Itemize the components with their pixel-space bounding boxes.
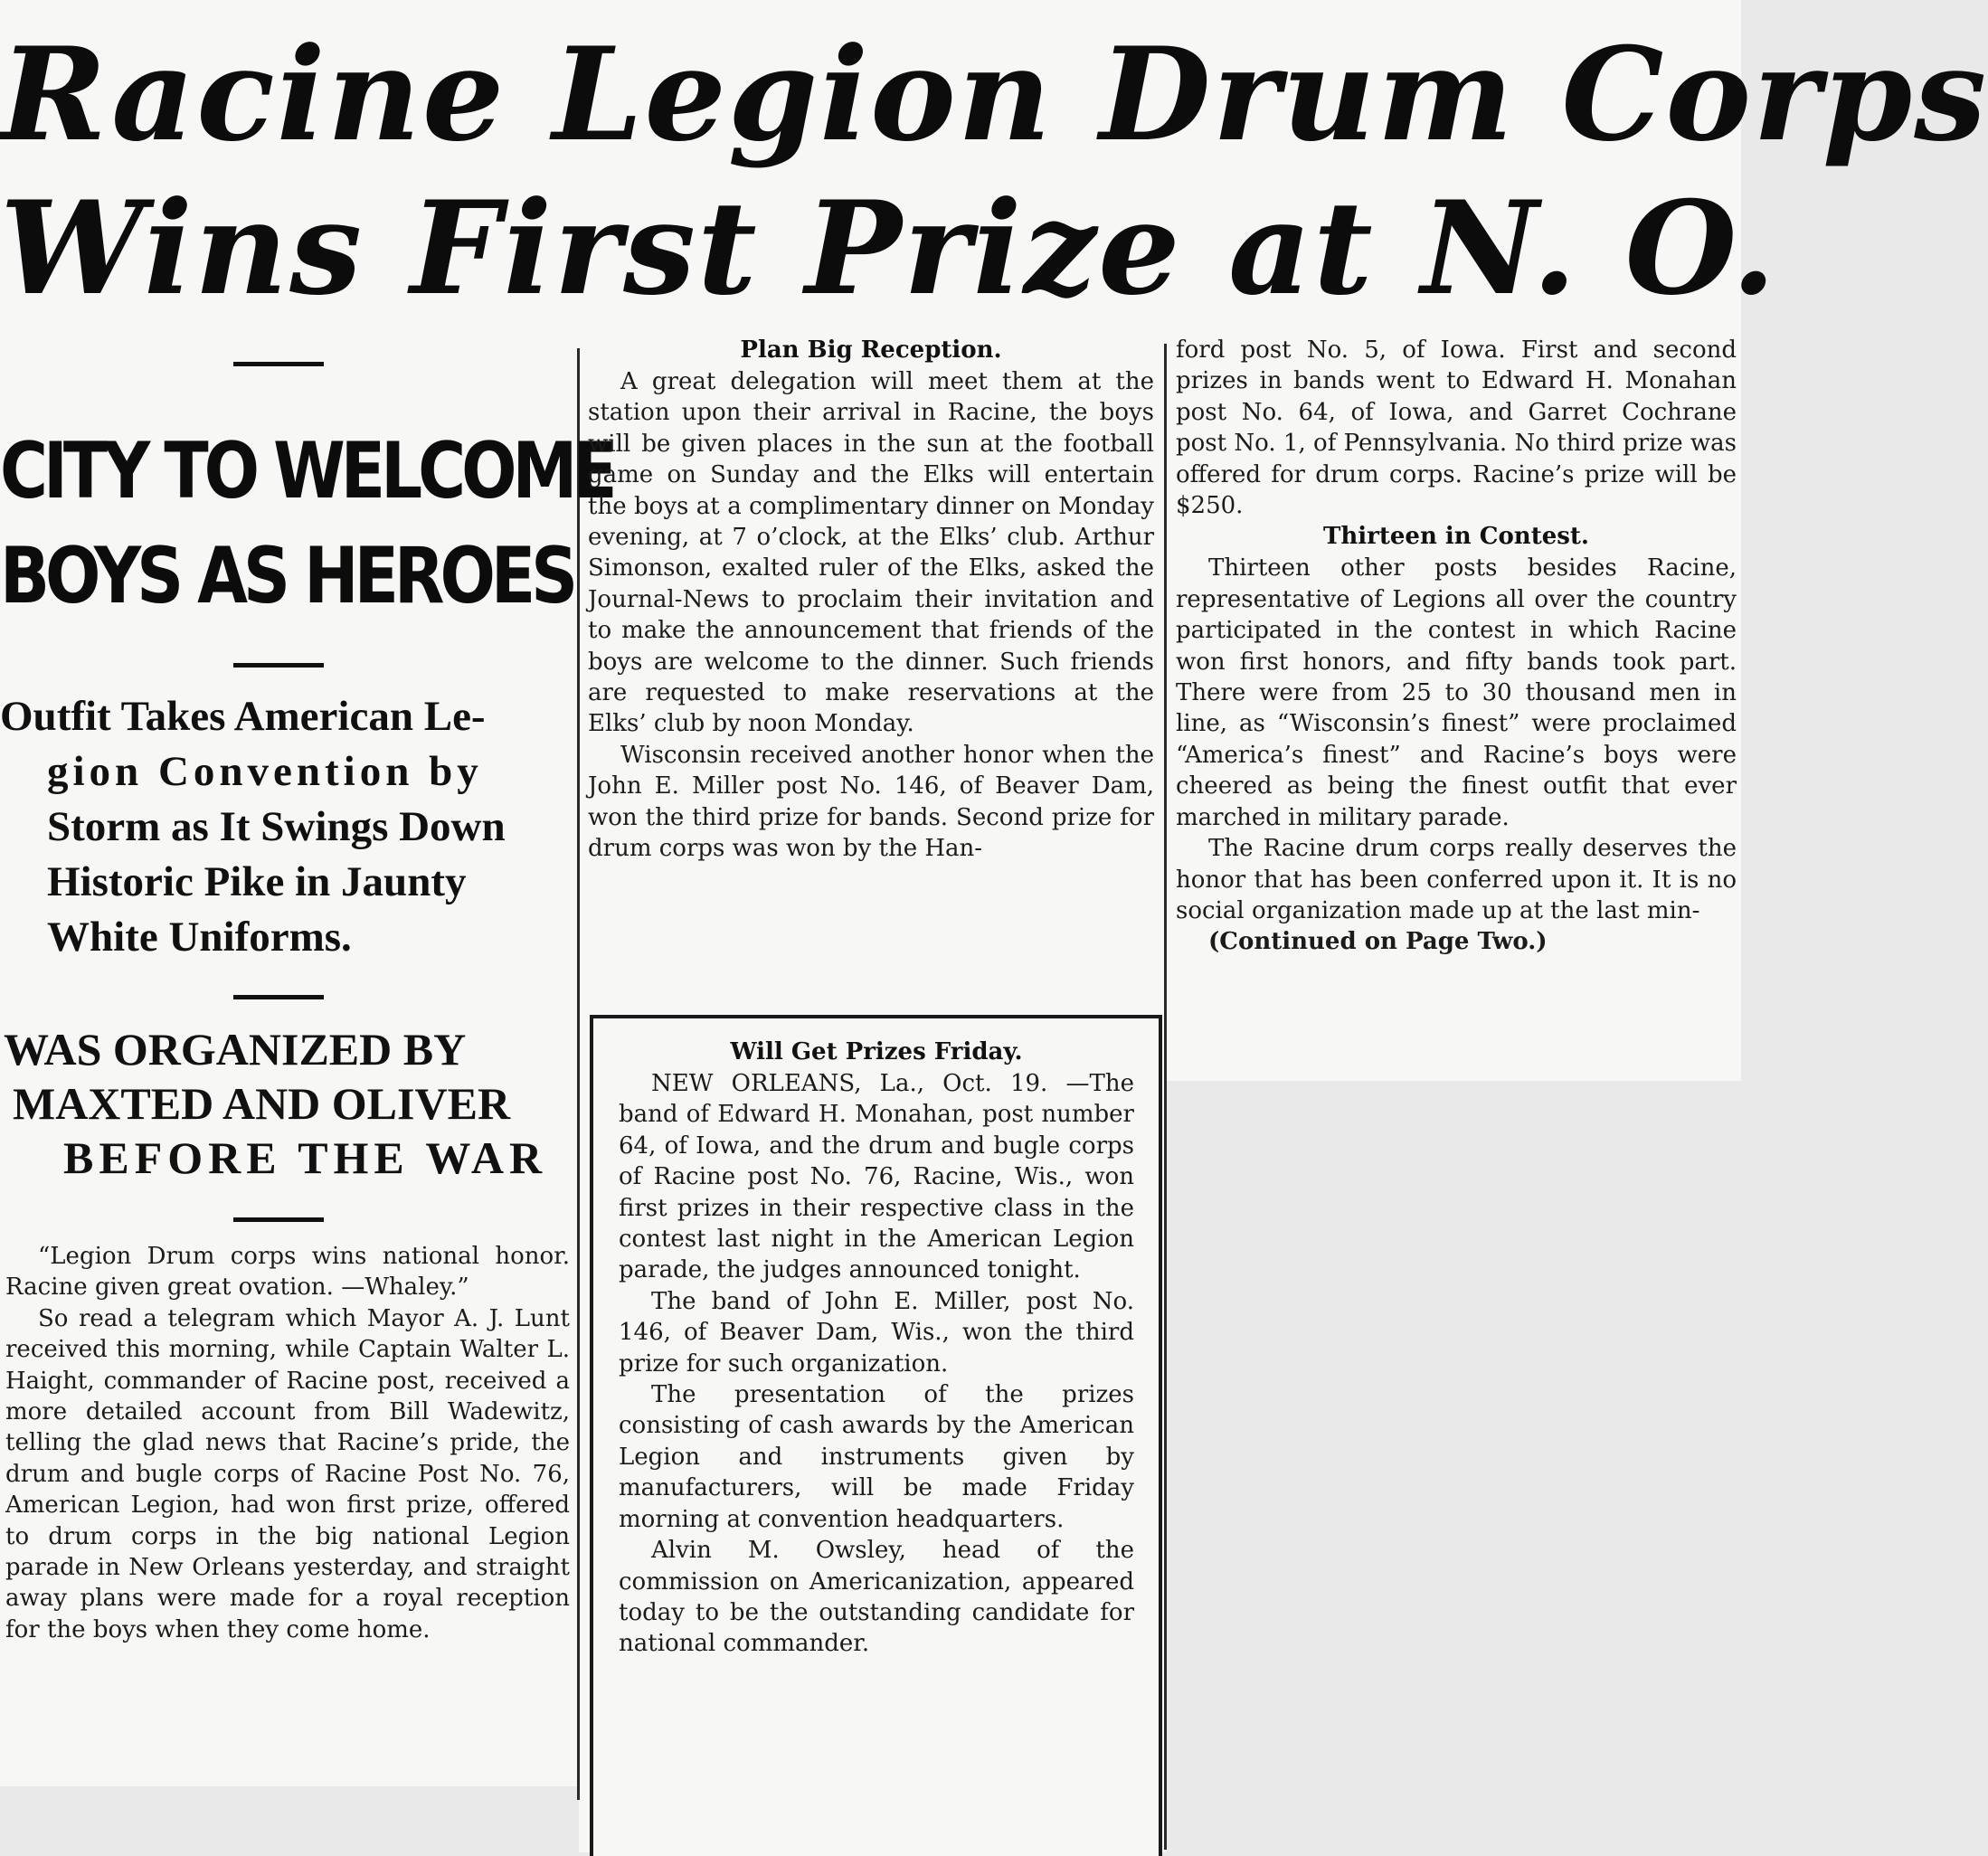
- continued-note: (Continued on Page Two.): [1208, 928, 1548, 956]
- news-box-text: [619, 1037, 1134, 1660]
- right-column-text: [1176, 335, 1737, 958]
- caps-deck-line-3: BEFORE THE WAR: [63, 1132, 548, 1183]
- subhead: Thirteen in Contest.: [1323, 523, 1589, 551]
- subhead: Plan Big Reception.: [740, 336, 1002, 364]
- subdeck-line: White Uniforms.: [47, 914, 352, 961]
- headline-line-2: Wins First Prize at N. O.: [0, 174, 1778, 324]
- paragraph: NEW ORLEANS, La., Oct. 19. —The band of Edward H. Monahan, post number 64, of Iowa, and the drum and bugle corps of Racine post No. 76, Racine, Wis., won first prizes in their respective class in the contest last night in the American Legion parade, the judges announced tonight.: [619, 1070, 1134, 1284]
- divider-rule: [233, 663, 324, 668]
- subdeck-line: Historic Pike in Jaunty: [47, 858, 467, 905]
- divider-rule: [233, 362, 324, 366]
- news-box: [590, 1015, 1162, 1856]
- paragraph: So read a telegram which Mayor A. J. Lunt received this morning, while Captain Walter L. Haight, commander of Racine post, received a more detailed account from Bill Wadewitz, telling the glad news that Racine’s pride, the drum and bugle corps of Racine Post No. 76, American Legion, had won first prize, offered to drum corps in the big national Legion parade in New Orleans yesterday, and straight away plans were made for a royal reception for the boys when they come home.: [5, 1304, 570, 1643]
- deck-line-2: BOYS AS HEROES: [0, 531, 574, 621]
- paragraph: The band of John E. Miller, post No. 146, of Beaver Dam, Wis., won the third prize for such organization.: [619, 1287, 1134, 1378]
- paragraph: Wisconsin received another honor when the John E. Miller post No. 146, of Beaver Dam, won the third prize for bands. Second prize for drum corps was won by the Han-: [588, 741, 1154, 863]
- subdeck-line: gion Convention by: [47, 748, 483, 795]
- divider-rule: [233, 1217, 324, 1222]
- paragraph: Alvin M. Owsley, head of the commission on Americanization, appeared today to be the outstanding candidate for national commander.: [619, 1537, 1134, 1658]
- deck-line-1: CITY TO WELCOME: [0, 426, 613, 516]
- subdeck-line: Outfit Takes American Le-: [0, 693, 486, 740]
- caps-deck-line-2: MAXTED AND OLIVER: [13, 1078, 511, 1129]
- paragraph: ford post No. 5, of Iowa. First and second prizes in bands went to Edward H. Monahan post No. 64, of Iowa, and Garret Cochrane post No. 1, of Pennsylvania. No third prize was offered for drum corps. Racine’s prize will be $250.: [1176, 336, 1737, 520]
- subhead: Will Get Prizes Friday.: [730, 1038, 1023, 1065]
- paragraph: “Legion Drum corps wins national honor. Racine given great ovation. —Whaley.”: [5, 1243, 570, 1302]
- headline-line-1: Racine Legion Drum Corps: [0, 20, 1988, 170]
- caps-deck-line-1: WAS ORGANIZED BY: [4, 1024, 467, 1075]
- subdeck: [0, 689, 570, 965]
- paragraph: The presentation of the prizes consisting of cash awards by the American Legion and instruments given by manufacturers, will be made Friday morning at convention headquarters.: [619, 1381, 1134, 1533]
- left-column-text: [5, 1241, 570, 1645]
- paragraph: Thirteen other posts besides Racine, representative of Legions all over the country participated in the contest in which Racine won first honors, and fifty bands took part. There were from 25 to 30 thousand men in line, as “Wisconsin’s finest” were proclaimed “America’s finest” and Racine’s boys were cheered as being the finest outfit that ever marched in military parade.: [1176, 554, 1737, 831]
- paragraph: A great delegation will meet them at the station upon their arrival in Racine, the boys will be given places in the sun at the football game on Sunday and the Elks will entertain the boys at a complimentary dinner on Monday evening, at 7 o’clock, at the Elks’ club. Arthur Simonson, exalted ruler of the Elks, asked the Journal-News to proclaim their invitation and to make the announcement that friends of the boys are welcome to the dinner. Such friends are requested to make reservations at the Elks’ club by noon Monday.: [588, 368, 1154, 738]
- column-rule-left: [577, 348, 580, 1800]
- middle-column-text: [588, 335, 1154, 865]
- subdeck-line: Storm as It Swings Down: [47, 803, 506, 850]
- column-rule-right: [1164, 344, 1167, 1850]
- paragraph: The Racine drum corps really deserves the honor that has been conferred upon it. It is no social organization made up at the last min-: [1176, 835, 1737, 924]
- divider-rule: [233, 995, 324, 999]
